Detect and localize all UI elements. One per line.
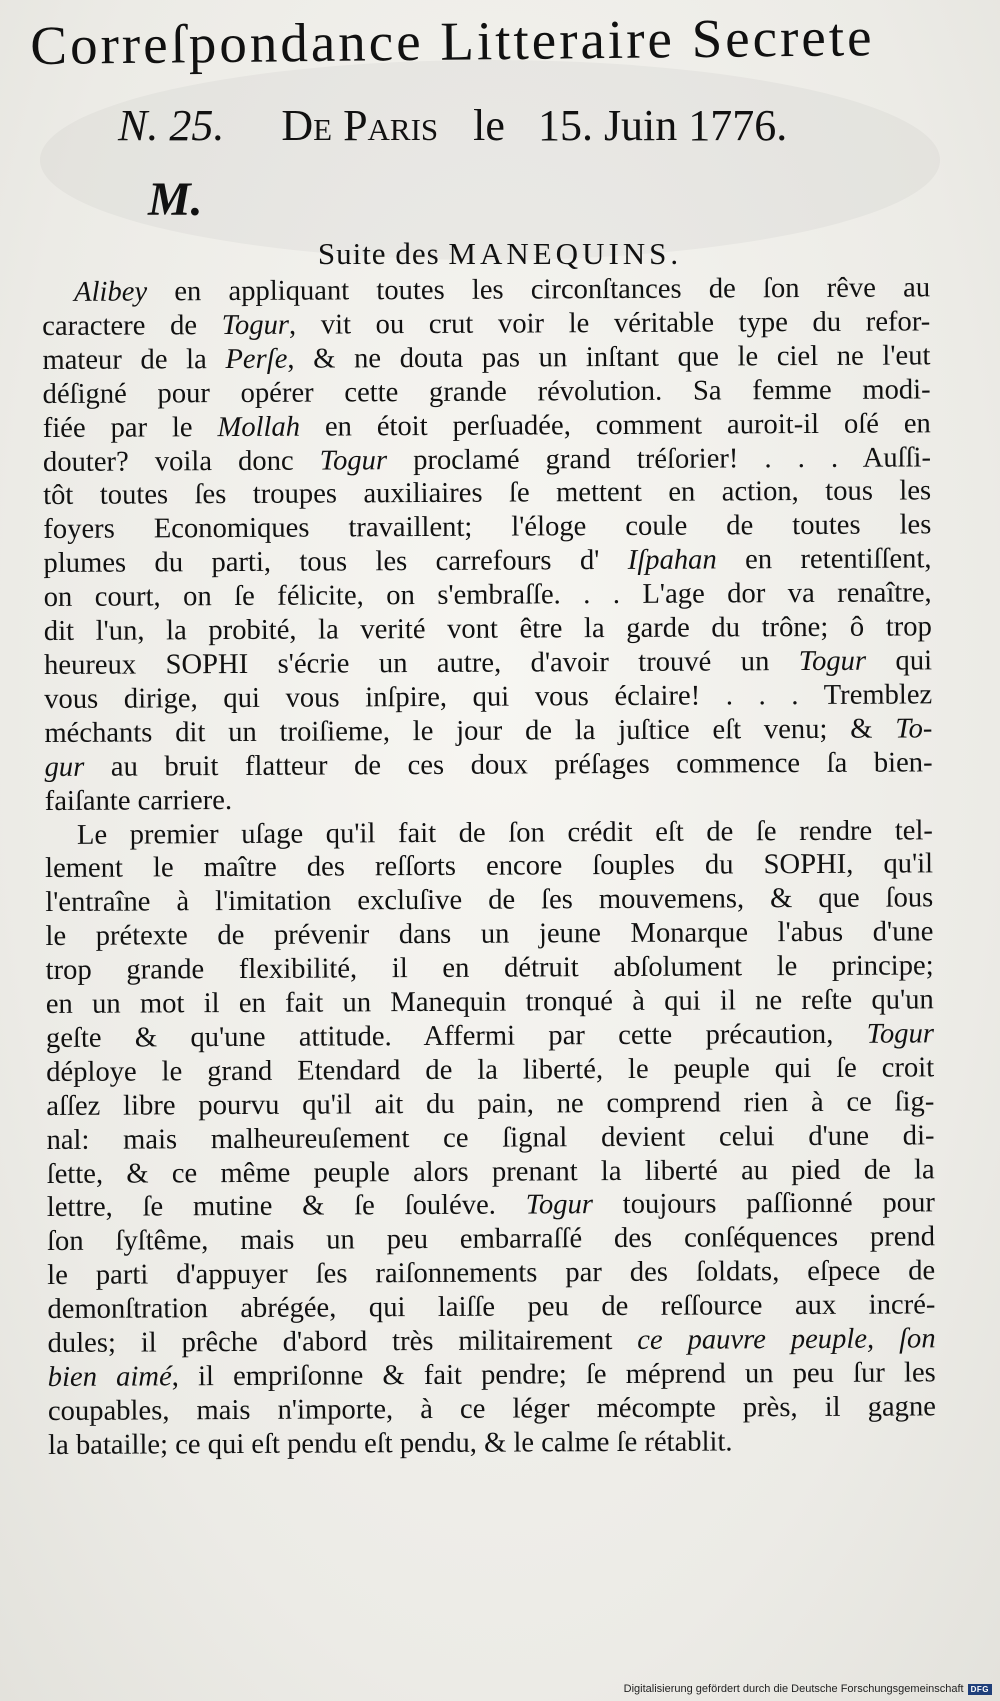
- text-line: [44, 678, 932, 717]
- text-line: [47, 1255, 935, 1294]
- issue-date: 15. Juin 1776.: [537, 101, 788, 150]
- text-run: , vit ou crut voir le véritable type du refor-: [288, 306, 931, 341]
- text-run: déſigné pour opérer cette grande révolution. Sa femme modi-: [42, 374, 931, 410]
- text-line: [43, 441, 931, 480]
- italic-text: gur: [44, 751, 85, 783]
- text-line: [46, 949, 934, 988]
- text-line: [48, 1424, 936, 1463]
- text-run: dit l'un, la probité, la verité vont être la garde du trône; ô trop: [43, 611, 932, 648]
- salutation: M.: [148, 173, 203, 226]
- text-line: [46, 1085, 934, 1124]
- paragraph-1: [42, 271, 933, 818]
- italic-text: Perſe: [225, 343, 288, 375]
- text-run: déploye le grand Etendard de la liberté, le peuple qui ſe croit: [46, 1052, 935, 1088]
- text-run: lement le maître des reſſorts encore ſouples du SOPHI, qu'il: [45, 848, 934, 885]
- italic-text: Alibey: [74, 276, 148, 308]
- text-line: [47, 1289, 935, 1328]
- text-line: [44, 577, 932, 616]
- text-run: toujours paſſionné pour: [592, 1187, 935, 1221]
- text-run: aſſez libre pourvu qu'il ait du pain, ne comprend rien à ce ſig-: [46, 1086, 935, 1122]
- text-run: au bruit flatteur de ces doux préſages commence ſa bien-: [84, 747, 933, 783]
- italic-text: Togur: [525, 1189, 594, 1221]
- text-line: [42, 305, 930, 344]
- text-run: plumes du parti, tous les carrefours d': [43, 545, 628, 580]
- text-line: [47, 1221, 935, 1260]
- text-line: [45, 814, 933, 853]
- article-heading: [0, 236, 1000, 272]
- italic-text: Togur: [221, 309, 290, 341]
- italic-text: Mollah: [217, 411, 301, 443]
- text-line: [44, 712, 932, 751]
- text-run: ſette, & ce même peuple alors prenant la liberté au pied de la: [46, 1153, 935, 1190]
- text-line: [42, 271, 930, 310]
- text-line: [46, 983, 934, 1022]
- text-run: méchants dit un troiſieme, le jour de la juſtice eſt venu; &: [44, 713, 896, 749]
- digitization-footer: [624, 1683, 992, 1695]
- text-run: heureux SOPHI s'écrie un autre, d'avoir trouvé un: [43, 646, 799, 681]
- text-line: [43, 543, 931, 582]
- italic-text: Togur: [319, 444, 388, 477]
- text-run: le prétexte de prévenir dans un jeune Monarque l'abus d'une: [45, 916, 934, 953]
- footer-note: Digitalisierung gefördert durch die Deutsche Forschungsgemeinschaft: [623, 1683, 964, 1695]
- text-run: en étoit perſuadée, comment auroit-il oſé en: [299, 407, 931, 443]
- italic-text: ce pauvre peuple, ſon: [637, 1323, 936, 1356]
- text-line: [44, 610, 932, 649]
- italic-text: bien aimé: [47, 1361, 172, 1393]
- text-run: en retentiſſent,: [716, 543, 932, 576]
- text-run: caractere de: [42, 309, 222, 342]
- text-run: l'entraîne à l'imitation excluſive de ſes mouvemens, & que ſous: [45, 882, 934, 919]
- text-line: [44, 644, 932, 683]
- text-run: douter? voila donc: [42, 445, 320, 478]
- text-run: la bataille; ce qui eſt pendu eſt pendu, & le calme ſe rétablit.: [48, 1426, 733, 1461]
- heading-prefix: Suite des: [317, 236, 440, 271]
- text-line: [48, 1356, 936, 1395]
- text-run: mateur de la: [42, 343, 226, 376]
- paragraph-2: [45, 814, 936, 1463]
- text-line: [45, 848, 933, 887]
- text-run: proclamé grand tréſorier! . . . Auſſi-: [386, 441, 932, 476]
- text-run: vous dirige, qui vous inſpire, qui vous éclaire! . . . Tremblez: [44, 679, 933, 715]
- italic-text: Togur: [798, 645, 867, 678]
- text-run: demonſtration abrégée, qui laiſſe peu de reſſource aux incré-: [47, 1289, 936, 1326]
- journal-title: Correſpondance Litteraire Secrete: [30, 6, 875, 76]
- text-run: en un mot il en fait un Manequin tronqué à qui il ne reſte qu'un: [45, 984, 934, 1021]
- text-line: [47, 1187, 935, 1226]
- text-run: on court, on ſe félicite, on s'embraſſe. . . L'age dor va renaître,: [43, 577, 932, 614]
- text-line: [46, 1017, 934, 1056]
- issue-le: le: [473, 101, 505, 150]
- text-line: [45, 780, 933, 819]
- text-run: qui: [865, 645, 933, 677]
- issue-number: N. 25.: [118, 101, 225, 150]
- text-line: [43, 509, 931, 548]
- italic-text: Iſpahan: [627, 544, 717, 577]
- issue-line: [118, 100, 938, 151]
- text-run: ſon ſyſtême, mais un peu embarraſſé des conſéquences prend: [46, 1221, 936, 1258]
- text-run: fiée par le: [42, 411, 218, 444]
- issue-place: De Paris: [281, 101, 439, 150]
- text-run: dules; il prêche d'abord très militairement: [47, 1324, 638, 1360]
- text-line: [48, 1322, 936, 1361]
- text-run: faiſante carriere.: [44, 784, 233, 817]
- heading-title: MANEQUINS.: [448, 236, 683, 271]
- text-line: [43, 407, 931, 446]
- text-line: [45, 882, 933, 921]
- text-run: lettre, ſe mutine & ſe ſouléve.: [46, 1189, 526, 1224]
- text-run: geſte & qu'une attitude. Affermi par cette précaution,: [45, 1018, 867, 1054]
- article-body: [42, 271, 936, 1462]
- text-line: [44, 746, 932, 785]
- text-run: trop grande flexibilité, il en détruit abſolument le principe;: [45, 950, 934, 987]
- text-run: , il empriſonne & fait pendre; ſe méprend un peu ſur les: [171, 1357, 936, 1393]
- text-run: le parti d'appuyer ſes raiſonnements par des ſoldats, eſpece de: [47, 1255, 936, 1292]
- text-line: [45, 916, 933, 955]
- text-line: [43, 475, 931, 514]
- text-line: [48, 1390, 936, 1429]
- italic-text: To-: [895, 713, 933, 745]
- text-line: [47, 1153, 935, 1192]
- text-line: [46, 1051, 934, 1090]
- show-through-smudge: [40, 60, 940, 260]
- text-run: , & ne douta pas un inſtant que le ciel ne l'eut: [287, 340, 931, 375]
- text-run: Le premier uſage qu'il fait de ſon crédit eſt de ſe rendre tel-: [76, 814, 933, 851]
- italic-text: Togur: [866, 1018, 935, 1050]
- text-run: tôt toutes ſes troupes auxiliaires ſe mettent en action, tous les: [43, 475, 932, 512]
- text-run: nal: mais malheureuſement ce ſignal devient celui d'une di-: [46, 1119, 935, 1156]
- dfg-logo-icon: DFG: [968, 1684, 992, 1695]
- text-run: coupables, mais n'importe, à ce léger mécompte près, il gagne: [47, 1391, 937, 1427]
- text-run: foyers Economiques travaillent; l'éloge coule de toutes les: [43, 509, 932, 546]
- text-line: [46, 1119, 934, 1158]
- text-line: [42, 339, 930, 378]
- text-line: [43, 373, 931, 412]
- text-run: en appliquant toutes les circonſtances de ſon rêve au: [147, 272, 931, 308]
